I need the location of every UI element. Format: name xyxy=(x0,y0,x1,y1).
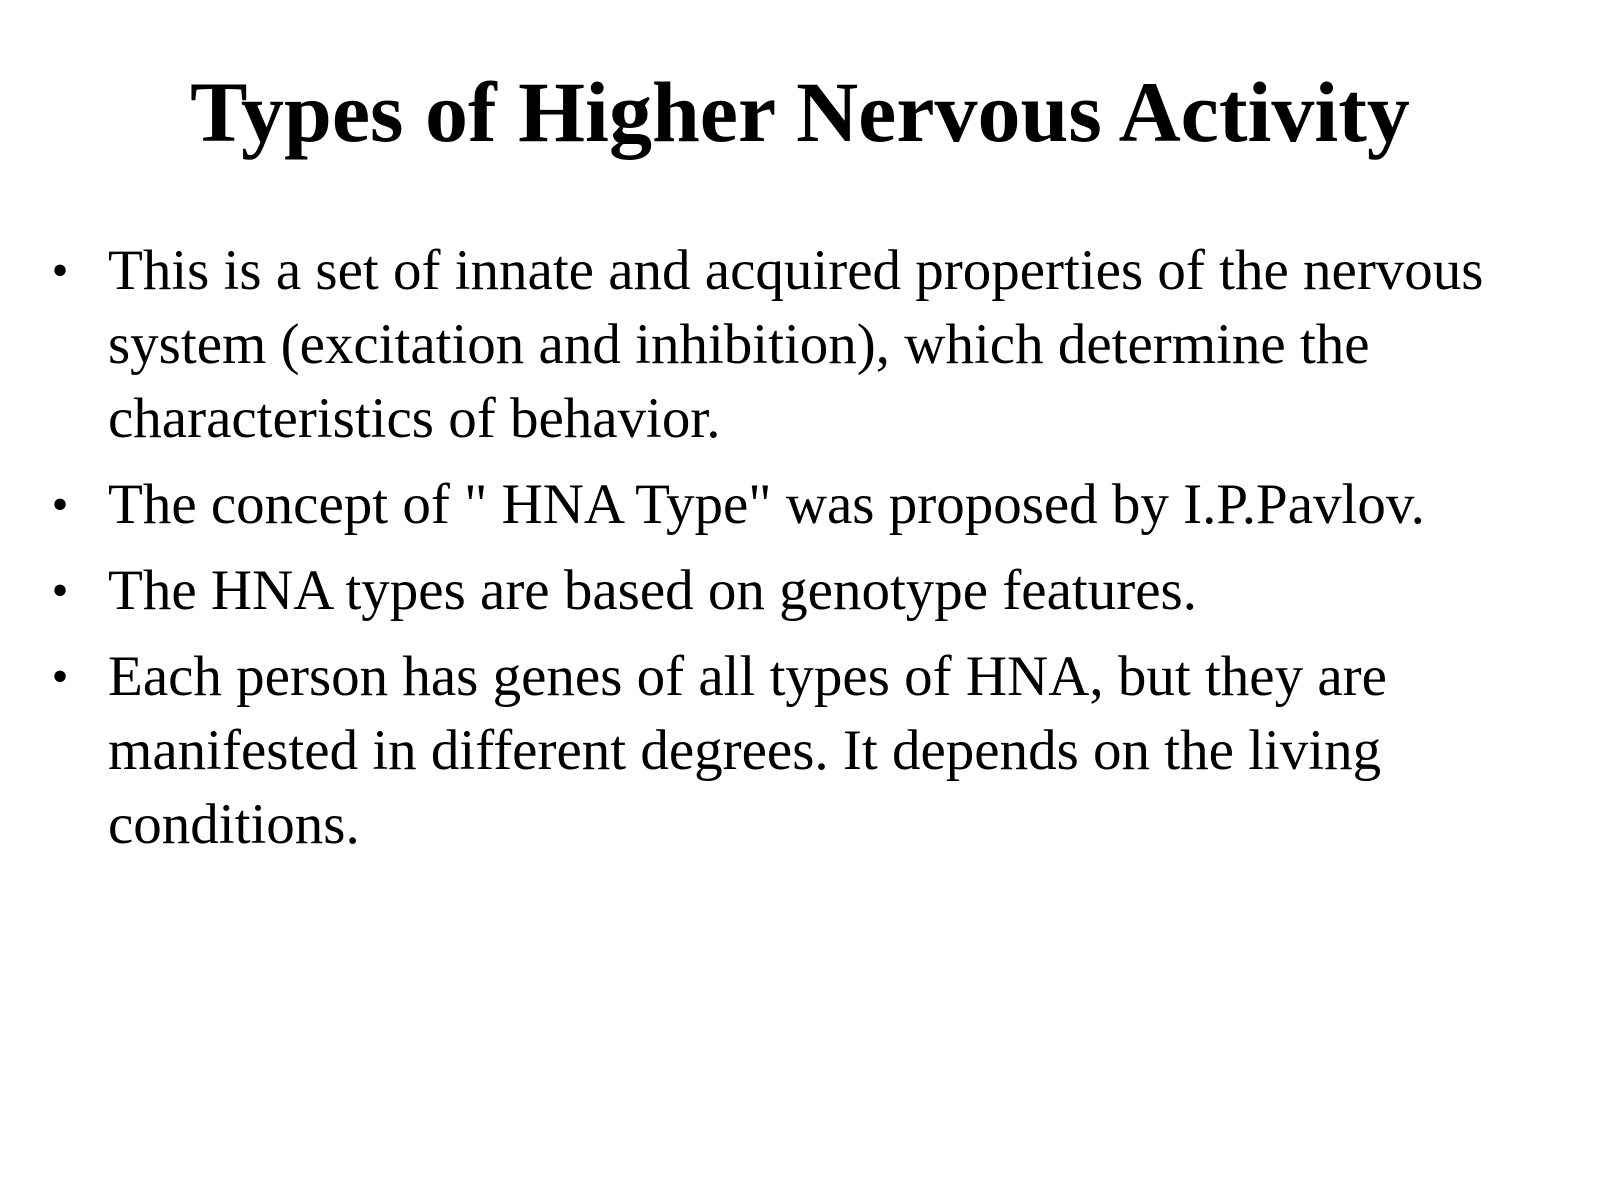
bullet-text: The HNA types are based on genotype features. xyxy=(108,559,1197,622)
bullet-icon: • xyxy=(51,244,69,297)
list-item xyxy=(40,468,1570,542)
list-item xyxy=(40,554,1570,628)
bullet-icon: • xyxy=(51,564,69,617)
bullet-list xyxy=(40,234,1570,874)
list-item xyxy=(40,234,1570,456)
bullet-icon: • xyxy=(51,650,69,703)
slide-title: Types of Higher Nervous Activity xyxy=(190,64,1410,160)
list-item xyxy=(40,640,1570,862)
bullet-text: The concept of " HNA Type" was proposed by I.P.Pavlov. xyxy=(108,473,1425,536)
bullet-icon: • xyxy=(51,478,69,531)
bullet-text: Each person has genes of all types of HNA, but they are manifested in different degrees. It depends on the living conditions. xyxy=(108,645,1387,856)
bullet-text: This is a set of innate and acquired properties of the nervous system (excitation and inhibition), which determine the characteristics of behavior. xyxy=(108,239,1484,450)
